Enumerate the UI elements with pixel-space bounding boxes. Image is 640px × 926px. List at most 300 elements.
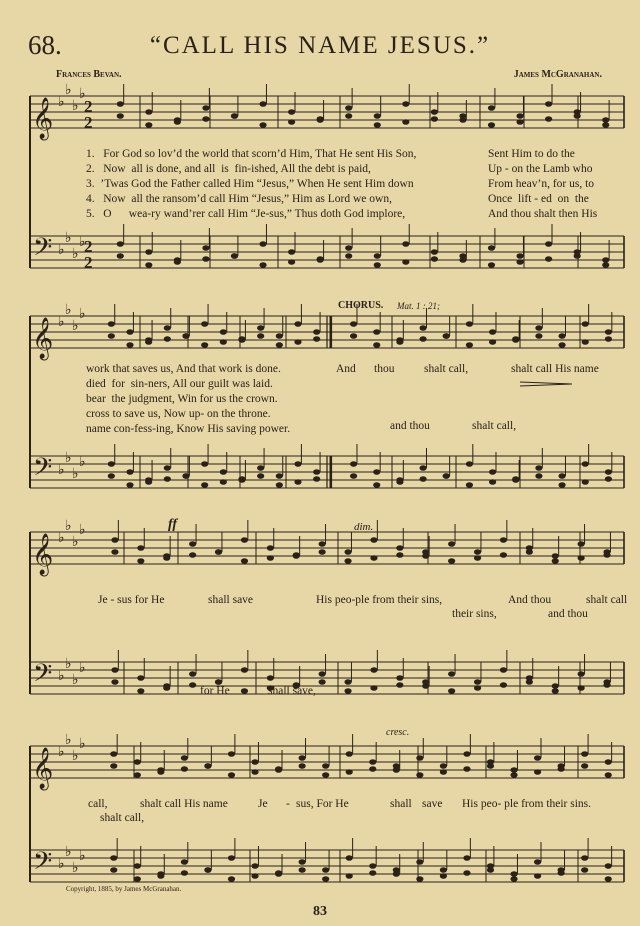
bass-note xyxy=(510,871,517,877)
bass-note xyxy=(374,262,381,268)
treble-note xyxy=(241,558,248,564)
bass-note xyxy=(238,476,245,482)
bass-note xyxy=(313,476,320,482)
composer-credit: James McGranahan. xyxy=(513,69,602,80)
treble-note xyxy=(228,751,235,757)
bass-note xyxy=(474,685,481,691)
bass-note xyxy=(317,256,324,262)
bass-note xyxy=(319,671,326,677)
treble-note xyxy=(558,342,565,348)
chorus-word-shall-save: shall save xyxy=(208,594,254,606)
bass-word-shall-save: shall save, xyxy=(268,685,316,697)
bass-note xyxy=(488,262,495,268)
bass-note xyxy=(603,682,610,688)
chorus-word-and-thou: And thou xyxy=(508,594,552,606)
flat-sign: ♭ xyxy=(79,736,86,752)
bass-note xyxy=(463,855,470,861)
bass-note xyxy=(299,859,306,865)
bass-note xyxy=(241,688,248,694)
bass-note xyxy=(578,685,585,691)
bass-note xyxy=(344,688,351,694)
flat-sign: ♭ xyxy=(72,466,79,482)
bass-note xyxy=(474,679,481,685)
alto-word-and-thou: and thou xyxy=(548,608,588,620)
bass-note xyxy=(605,476,612,482)
flat-sign: ♭ xyxy=(72,860,79,876)
bass-note xyxy=(257,465,264,471)
bass-note xyxy=(578,671,585,677)
treble-note xyxy=(448,558,455,564)
bass-note xyxy=(605,863,612,869)
bass-note xyxy=(487,867,494,873)
bass-note xyxy=(345,253,352,259)
chorus-word-shalt-call-his-name: shalt call His name xyxy=(511,363,599,375)
flat-sign: ♭ xyxy=(65,844,72,860)
chorus-word-shalt-call-his-name-2: shalt call His name xyxy=(140,798,228,810)
treble-note xyxy=(373,329,380,335)
treble-note xyxy=(157,769,164,775)
treble-note xyxy=(558,766,565,772)
treble-note xyxy=(516,119,523,125)
bass-note xyxy=(574,253,581,259)
verse-5-line2: name con-fess-ing, Know His saving power. xyxy=(86,423,291,435)
treble-note xyxy=(238,336,245,342)
treble-note xyxy=(558,333,565,339)
bass-note xyxy=(137,688,144,694)
flat-sign: ♭ xyxy=(58,314,65,330)
treble-note xyxy=(257,325,264,331)
treble-note xyxy=(276,333,283,339)
chorus-word-je: Je xyxy=(258,798,268,810)
treble-note xyxy=(137,545,144,551)
verse-1-line2: work that saves us, And that work is done. xyxy=(86,363,281,375)
treble-note xyxy=(259,101,266,107)
flat-sign: ♭ xyxy=(65,656,72,672)
bass-note xyxy=(602,262,609,268)
treble-note xyxy=(605,772,612,778)
treble-note xyxy=(319,541,326,547)
treble-note xyxy=(440,769,447,775)
bass-clef: 𝄢 xyxy=(33,453,53,488)
treble-note xyxy=(110,751,117,757)
treble-note xyxy=(288,109,295,115)
bass-note xyxy=(516,253,523,259)
bass-note xyxy=(370,685,377,691)
treble-note xyxy=(535,325,542,331)
treble-note xyxy=(373,342,380,348)
treble-note xyxy=(163,555,170,561)
flat-sign: ♭ xyxy=(79,306,86,322)
treble-note xyxy=(474,555,481,561)
treble-note xyxy=(201,321,208,327)
bass-note xyxy=(534,873,541,879)
bass-word-for-he: for He xyxy=(200,685,230,697)
verse-1-continuation: Sent Him to do the xyxy=(488,148,575,160)
bass-note xyxy=(605,876,612,882)
treble-note xyxy=(369,766,376,772)
chorus-word-sus-for-he: sus, For He xyxy=(296,798,349,810)
bass-note xyxy=(545,256,552,262)
treble-note xyxy=(402,101,409,107)
flat-sign: ♭ xyxy=(72,534,79,550)
treble-note xyxy=(602,122,609,128)
bass-clef: 𝄢 xyxy=(33,659,53,694)
treble-note xyxy=(204,763,211,769)
bass-note xyxy=(534,859,541,865)
bass-note xyxy=(489,479,496,485)
flat-sign: ♭ xyxy=(65,230,72,246)
flat-sign: ♭ xyxy=(79,234,86,250)
treble-note xyxy=(220,329,227,335)
bass-note xyxy=(319,679,326,685)
treble-note xyxy=(489,339,496,345)
bass-note xyxy=(231,253,238,259)
bass-note xyxy=(276,482,283,488)
treble-note xyxy=(463,766,470,772)
bass-note xyxy=(422,679,429,685)
bass-note xyxy=(466,482,473,488)
treble-note xyxy=(257,333,264,339)
chorus-word-save: save xyxy=(422,798,443,810)
bass-note xyxy=(488,245,495,251)
bass-note xyxy=(313,469,320,475)
treble-note xyxy=(267,545,274,551)
bass-note xyxy=(275,870,282,876)
treble-note xyxy=(275,766,282,772)
treble-note xyxy=(313,329,320,335)
treble-note xyxy=(189,541,196,547)
bass-note xyxy=(145,262,152,268)
chorus-word-his-people-2: His peo- ple from their sins. xyxy=(462,798,592,810)
bass-note xyxy=(189,671,196,677)
treble-note xyxy=(459,113,466,119)
bass-note xyxy=(288,259,295,265)
bass-note xyxy=(396,682,403,688)
bass-note xyxy=(111,679,118,685)
flat-sign: ♭ xyxy=(58,744,65,760)
treble-note xyxy=(350,333,357,339)
treble-note xyxy=(108,321,115,327)
bass-note xyxy=(516,259,523,265)
bass-note xyxy=(402,259,409,265)
treble-note xyxy=(581,763,588,769)
bass-note xyxy=(108,473,115,479)
bass-note xyxy=(448,688,455,694)
treble-note xyxy=(512,336,519,342)
bass-note xyxy=(126,469,133,475)
bass-clef: 𝄢 xyxy=(33,233,53,268)
bass-note xyxy=(581,855,588,861)
verse-4-text: 4. Now all the ransom’d call Him “Jesus,” Him as Lord we own, xyxy=(86,193,392,205)
flat-sign: ♭ xyxy=(72,748,79,764)
bass-note xyxy=(164,476,171,482)
verse-3-continuation: From heav’n, for us, to xyxy=(488,178,595,190)
bass-note xyxy=(294,479,301,485)
bass-note xyxy=(440,873,447,879)
dynamic-fortissimo: ff xyxy=(168,517,178,532)
bass-word-shalt-call: shalt call, xyxy=(472,420,517,432)
flat-sign: ♭ xyxy=(72,318,79,334)
verse-3-line2: bear the judgment, Win for us the crown. xyxy=(86,393,278,405)
verse-2-continuation: Up - on the Lamb who xyxy=(488,163,593,175)
bass-note xyxy=(374,253,381,259)
bass-note xyxy=(259,241,266,247)
treble-note xyxy=(369,759,376,765)
treble-note xyxy=(431,116,438,122)
bass-note xyxy=(346,873,353,879)
treble-note xyxy=(145,339,152,345)
treble-note xyxy=(545,101,552,107)
treble-note xyxy=(313,336,320,342)
bass-note xyxy=(552,683,559,689)
treble-note xyxy=(145,109,152,115)
verse-5-continuation: And thou shalt then His xyxy=(488,208,598,220)
time-signature-bottom: 2 xyxy=(84,253,93,272)
bass-note xyxy=(582,479,589,485)
bass-note xyxy=(257,473,264,479)
treble-note xyxy=(370,555,377,561)
treble-note xyxy=(164,325,171,331)
bass-note xyxy=(228,876,235,882)
time-signature-bottom: 2 xyxy=(84,113,93,132)
treble-note xyxy=(174,119,181,125)
bass-note xyxy=(251,863,258,869)
bass-note xyxy=(552,688,559,694)
treble-note xyxy=(181,755,188,761)
treble-note xyxy=(422,549,429,555)
bass-note xyxy=(201,461,208,467)
treble-clef: 𝄞 xyxy=(32,318,54,359)
treble-note xyxy=(534,755,541,761)
bass-note xyxy=(373,469,380,475)
bass-note xyxy=(344,679,351,685)
treble-note xyxy=(578,555,585,561)
treble-note xyxy=(396,552,403,558)
bass-note xyxy=(396,675,403,681)
chorus-label: CHORUS. xyxy=(338,300,384,311)
treble-note xyxy=(545,116,552,122)
treble-note xyxy=(251,759,258,765)
bass-note xyxy=(294,461,301,467)
chorus-word-hyphen: - xyxy=(286,798,290,810)
treble-note xyxy=(487,763,494,769)
bass-note xyxy=(322,876,329,882)
chorus-word-thou: thou xyxy=(374,363,395,375)
treble-note xyxy=(602,117,609,123)
treble-note xyxy=(474,549,481,555)
treble-note xyxy=(126,342,133,348)
treble-note xyxy=(350,321,357,327)
bass-note xyxy=(157,873,164,879)
bass-note xyxy=(220,469,227,475)
flat-sign: ♭ xyxy=(65,302,72,318)
treble-note xyxy=(396,545,403,551)
treble-note xyxy=(293,552,300,558)
verse-2-line2: died for sin-ners, All our guilt was laid. xyxy=(86,378,273,390)
treble-note xyxy=(393,763,400,769)
treble-note xyxy=(345,105,352,111)
treble-note xyxy=(581,751,588,757)
flat-sign: ♭ xyxy=(79,522,86,538)
bass-note xyxy=(201,482,208,488)
treble-note xyxy=(489,329,496,335)
flat-sign: ♭ xyxy=(58,242,65,258)
bass-note xyxy=(489,469,496,475)
dynamic-crescendo: cresc. xyxy=(386,727,410,738)
treble-note xyxy=(463,751,470,757)
treble-note xyxy=(346,751,353,757)
treble-note xyxy=(299,763,306,769)
treble-note xyxy=(294,339,301,345)
treble-note xyxy=(317,116,324,122)
bass-note xyxy=(345,245,352,251)
time-signature-top: 2 xyxy=(84,237,93,256)
treble-note xyxy=(402,119,409,125)
treble-note xyxy=(370,537,377,543)
bass-note xyxy=(117,253,124,259)
treble-note xyxy=(416,755,423,761)
scripture-reference: Mat. 1 : 21; xyxy=(397,301,440,311)
bass-note xyxy=(202,256,209,262)
flat-sign: ♭ xyxy=(79,454,86,470)
bass-note xyxy=(182,473,189,479)
verse-4-continuation: Once lift - ed on the xyxy=(488,193,589,205)
verse-1-text: 1. For God so lov’d the world that scorn’d Him, That He sent His Son, xyxy=(86,148,417,160)
hymn-number: 68. xyxy=(28,30,62,60)
flat-sign: ♭ xyxy=(58,462,65,478)
flat-sign: ♭ xyxy=(72,672,79,688)
bass-note xyxy=(370,667,377,673)
bass-note xyxy=(558,870,565,876)
bass-note xyxy=(466,461,473,467)
flat-sign: ♭ xyxy=(79,86,86,102)
treble-note xyxy=(552,558,559,564)
chorus-word-his-people: His peo-ple from their sins, xyxy=(316,594,443,606)
treble-note xyxy=(535,333,542,339)
bass-note xyxy=(535,465,542,471)
bass-note xyxy=(204,867,211,873)
bass-note xyxy=(241,667,248,673)
treble-note xyxy=(288,119,295,125)
treble-note xyxy=(164,336,171,342)
treble-note xyxy=(117,101,124,107)
treble-note xyxy=(552,553,559,559)
bass-note xyxy=(396,479,403,485)
bass-note xyxy=(512,476,519,482)
treble-note xyxy=(215,549,222,555)
treble-note xyxy=(134,772,141,778)
bass-note xyxy=(322,867,329,873)
treble-note xyxy=(582,339,589,345)
treble-note xyxy=(466,342,473,348)
bass-note xyxy=(500,682,507,688)
bass-note xyxy=(440,867,447,873)
verse-5-text: 5. O wea-ry wand’rer call Him “Je-sus,” Thus doth God implore, xyxy=(86,208,406,220)
treble-note xyxy=(181,766,188,772)
chorus-word-and: And xyxy=(336,363,356,375)
bass-note xyxy=(220,479,227,485)
treble-note xyxy=(134,759,141,765)
treble-note xyxy=(259,122,266,128)
bass-word-and-thou: and thou xyxy=(390,420,430,432)
flat-sign: ♭ xyxy=(65,82,72,98)
treble-note xyxy=(510,767,517,773)
bass-note xyxy=(117,241,124,247)
flat-sign: ♭ xyxy=(58,94,65,110)
treble-note xyxy=(419,325,426,331)
treble-note xyxy=(374,113,381,119)
bass-note xyxy=(558,473,565,479)
hairpin xyxy=(520,384,572,386)
treble-note xyxy=(220,339,227,345)
treble-note xyxy=(582,321,589,327)
treble-note xyxy=(345,113,352,119)
treble-note xyxy=(108,333,115,339)
bass-note xyxy=(299,867,306,873)
bass-note xyxy=(251,873,258,879)
bass-note xyxy=(535,473,542,479)
time-signature-top: 2 xyxy=(84,97,93,116)
hymn-title: “CALL HIS NAME JESUS.” xyxy=(149,32,491,59)
treble-note xyxy=(276,342,283,348)
treble-note xyxy=(126,329,133,335)
bass-note xyxy=(431,256,438,262)
bass-note xyxy=(174,259,181,265)
flat-sign: ♭ xyxy=(72,246,79,262)
bass-note xyxy=(419,476,426,482)
bass-note xyxy=(602,257,609,263)
bass-note xyxy=(181,859,188,865)
treble-note xyxy=(431,109,438,115)
flat-sign: ♭ xyxy=(58,530,65,546)
bass-note xyxy=(373,482,380,488)
bass-note xyxy=(137,675,144,681)
treble-note xyxy=(319,549,326,555)
treble-note xyxy=(322,763,329,769)
treble-note xyxy=(344,558,351,564)
flat-sign: ♭ xyxy=(58,856,65,872)
flat-sign: ♭ xyxy=(79,848,86,864)
treble-clef: 𝄞 xyxy=(32,748,54,789)
bass-note xyxy=(350,461,357,467)
bass-note xyxy=(545,241,552,247)
bass-note xyxy=(419,465,426,471)
bass-note xyxy=(215,679,222,685)
treble-note xyxy=(419,336,426,342)
bass-note xyxy=(459,253,466,259)
bass-note xyxy=(181,870,188,876)
bass-note xyxy=(500,667,507,673)
verse-4-line2: cross to save us, Now up- on the throne. xyxy=(86,408,271,420)
treble-note xyxy=(228,772,235,778)
treble-note xyxy=(294,321,301,327)
treble-note xyxy=(202,105,209,111)
bass-note xyxy=(164,465,171,471)
chorus-word-jesus-for-he: Je - sus for He xyxy=(98,594,165,606)
bass-note xyxy=(443,473,450,479)
bass-note xyxy=(581,867,588,873)
treble-note xyxy=(346,769,353,775)
treble-note xyxy=(574,113,581,119)
bass-note xyxy=(163,685,170,691)
bass-note xyxy=(582,461,589,467)
treble-note xyxy=(267,555,274,561)
bass-note xyxy=(145,479,152,485)
alto-word-their-sins: their sins, xyxy=(452,608,497,620)
chorus-word-call: call, xyxy=(88,798,108,810)
bass-note xyxy=(228,855,235,861)
bass-note xyxy=(416,859,423,865)
